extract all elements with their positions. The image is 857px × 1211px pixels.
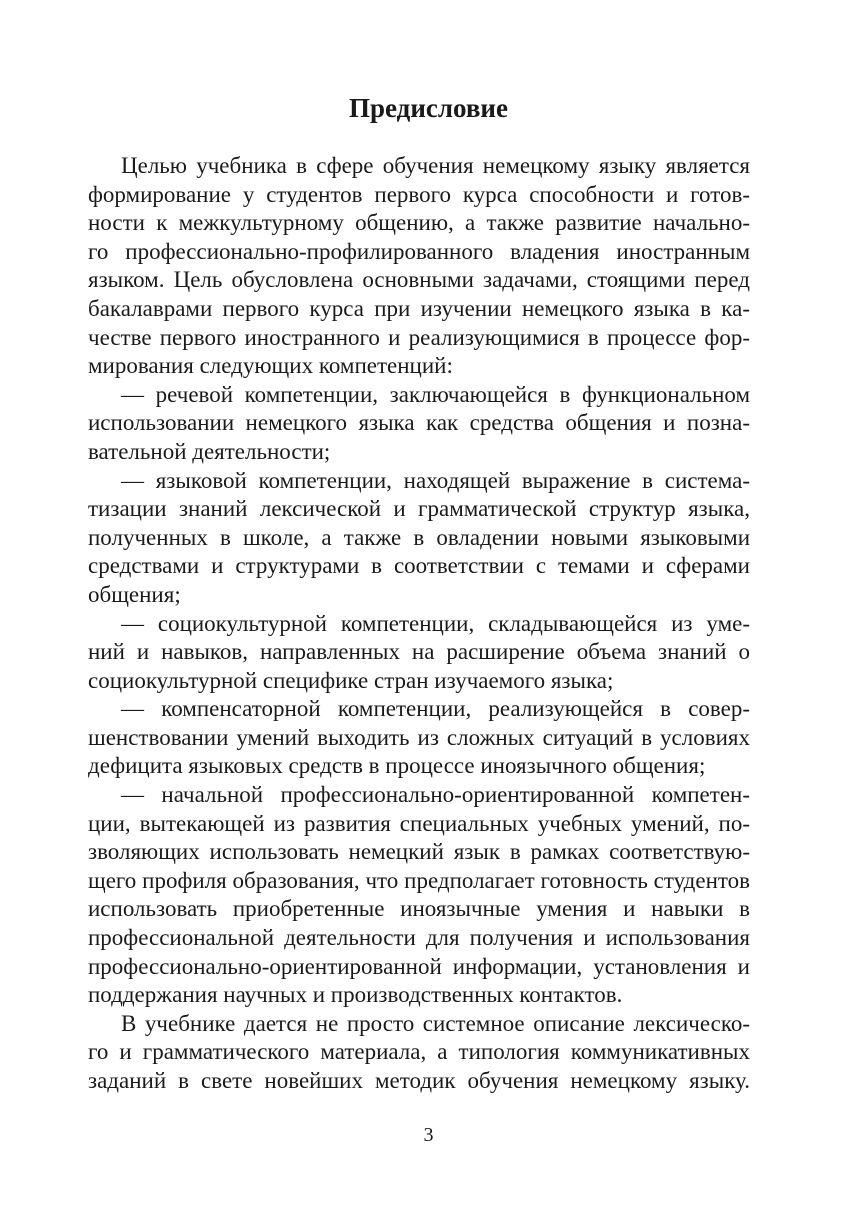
page-title: Предисловие [349, 93, 508, 123]
preface-body-text [88, 152, 750, 1096]
text-line: заданий в свете новейших методик обучения немецкому языку. [88, 1068, 750, 1093]
text-line: вательной деятельности; [88, 438, 331, 464]
text-line: го и грамматического материала, а типология коммуникативных [88, 1039, 750, 1065]
text-line: тизации знаний лексической и грамматической структур языка, [88, 496, 750, 522]
text-line: использовании немецкого языка как средства общения и позна- [88, 410, 750, 436]
text-line: шенствовании умений выходить из сложных ситуаций в условиях [88, 724, 750, 750]
text-line: использовать приобретенные иноязычные умения и навыки в [88, 896, 750, 922]
text-line: дефицита языковых средств в процессе иноязычного общения; [88, 753, 706, 779]
text-line: социокультурной специфике стран изучаемого языка; [88, 667, 614, 693]
text-line: ности к межкультурному общению, а также развитие начально- [88, 210, 750, 236]
text-line: — языковой компетенции, находящей выражение в система- [121, 467, 750, 493]
text-line: щего профиля образования, что предполагает готовность студентов [88, 867, 750, 893]
text-line: средствами и структурами в соответствии с темами и сферами [88, 553, 750, 579]
text-line: — социокультурной компетенции, складывающейся из уме- [121, 610, 750, 636]
text-line: ции, вытекающей из развития специальных учебных умений, по- [88, 810, 750, 836]
text-line: поддержания научных и производственных контактов. [88, 982, 623, 1008]
text-line: языком. Цель обусловлена основными задачами, стоящими перед [88, 267, 750, 293]
text-line: В учебнике дается не просто системное описание лексическо- [121, 1010, 750, 1036]
text-line: формирование у студентов первого курса способности и готов- [88, 181, 750, 207]
text-line: общения; [88, 581, 181, 607]
text-line: — начальной профессионально-ориентированной компетен- [121, 782, 750, 808]
text-line: профессионально-ориентированной информации, установления и [88, 953, 750, 979]
text-line: го профессионально-профилированного владения иностранным [88, 238, 750, 264]
text-line: честве первого иностранного и реализующимися в процессе фор- [88, 324, 750, 350]
text-line: — речевой компетенции, заключающейся в функциональном [121, 381, 750, 407]
text-line: — компенсаторной компетенции, реализующейся в совер- [121, 696, 750, 722]
text-line: Целью учебника в сфере обучения немецкому языку является [121, 153, 750, 178]
text-line: ний и навыков, направленных на расширение объема знаний о [88, 639, 750, 665]
text-line: профессиональной деятельности для получения и использования [88, 925, 750, 951]
text-line: мирования следующих компетенций: [88, 353, 453, 379]
text-line: полученных в школе, а также в овладении новыми языковыми [88, 524, 750, 550]
page-number: 3 [423, 1124, 434, 1146]
text-line: зволяющих использовать немецкий язык в рамках соответствую- [88, 839, 750, 865]
text-line: бакалаврами первого курса при изучении немецкого языка в ка- [88, 295, 750, 321]
